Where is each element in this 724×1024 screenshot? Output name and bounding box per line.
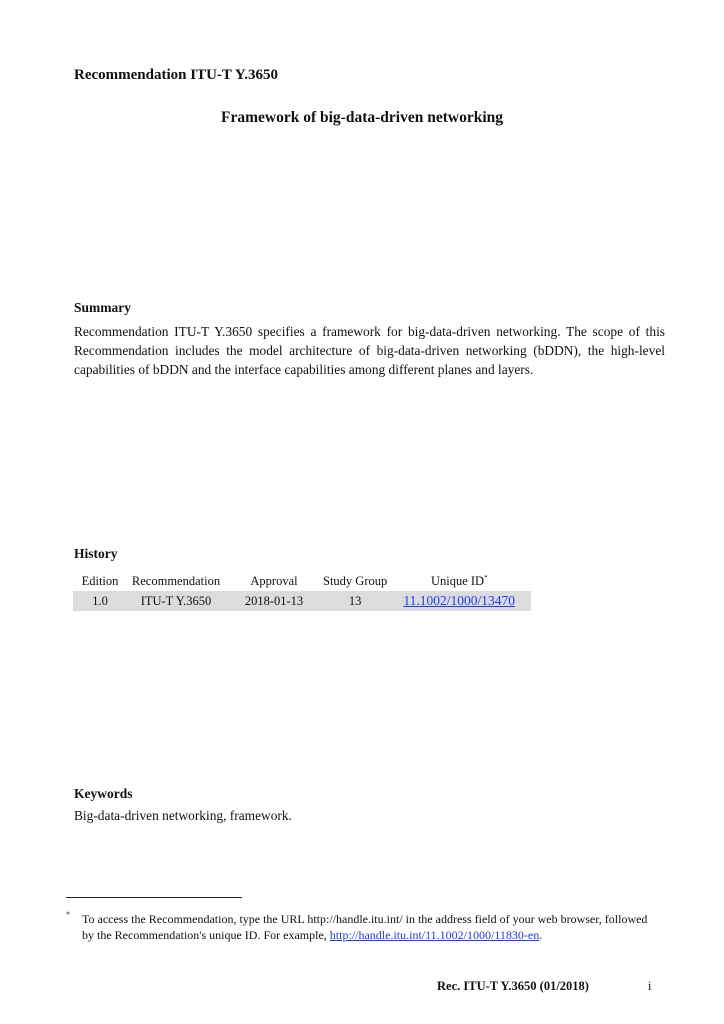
summary-text: Recommendation ITU-T Y.3650 specifies a framework for big-data-driven networking. The scope of this Recommendation includes the model architecture of big-data-driven networking (bDDN), the high-level capabilities of bDDN and the interface capabilities among different planes and layers.: [74, 324, 665, 377]
history-table-header-row: [73, 571, 531, 591]
column-header-edition: Edition: [81, 573, 119, 588]
table-row: [73, 591, 531, 611]
page-number: i: [648, 979, 652, 993]
keywords-heading: Keywords: [74, 786, 133, 801]
cell-unique-id: [387, 591, 531, 611]
recommendation-title: Recommendation ITU-T Y.3650: [74, 67, 279, 83]
history-heading: History: [74, 546, 118, 561]
cell-edition: 1.0: [73, 591, 127, 611]
unique-id-label: Unique ID: [430, 573, 485, 588]
unique-id-link[interactable]: 11.1002/1000/13470: [403, 593, 516, 608]
footnote-separator: [66, 897, 242, 898]
column-header-recommendation: Recommendation: [131, 573, 221, 588]
summary-heading: Summary: [74, 300, 131, 315]
footnote-reference-mark: *: [484, 573, 488, 582]
footnote-example-link[interactable]: http://handle.itu.int/11.1002/1000/11830-en: [329, 928, 540, 942]
column-header-approval: Approval: [250, 573, 298, 588]
column-header-study-group: Study Group: [323, 573, 388, 588]
cell-study-group: 13: [323, 591, 387, 611]
history-table: [73, 571, 531, 611]
cell-approval: 2018-01-13: [225, 591, 323, 611]
footnote-text-end: .: [539, 928, 543, 942]
cell-recommendation: ITU-T Y.3650: [127, 591, 225, 611]
document-title: Framework of big-data-driven networking: [221, 109, 503, 126]
column-header-unique-id: [387, 571, 531, 591]
footnote-text: [82, 911, 662, 943]
footnote-text-body: To access the Recommendation, type the URL http://handle.itu.int/ in the address field of your web browser, followed by the Recommendation's unique ID. For example,: [82, 912, 648, 942]
footnote-mark: *: [66, 910, 70, 919]
footer-reference: Rec. ITU-T Y.3650 (01/2018): [437, 979, 589, 993]
keywords-text: Big-data-driven networking, framework.: [74, 808, 292, 823]
